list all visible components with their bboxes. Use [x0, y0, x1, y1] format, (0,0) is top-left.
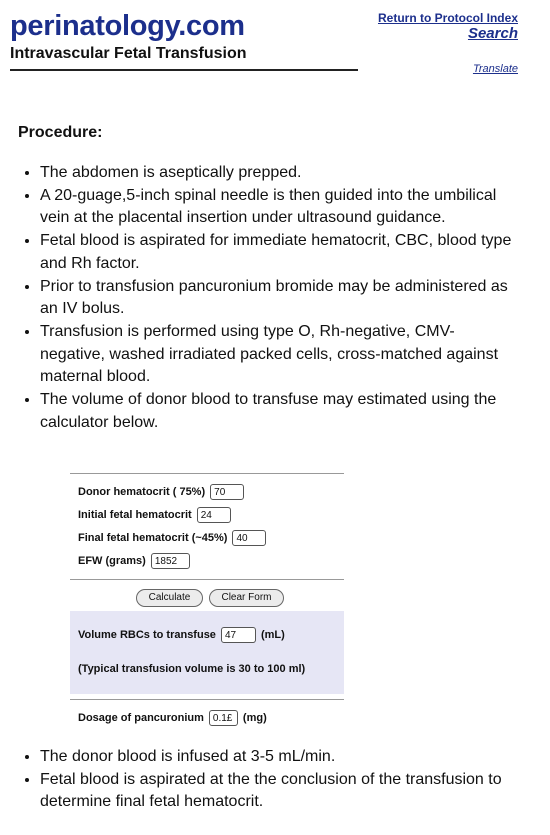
donor-hematocrit-input[interactable]: 70 — [210, 484, 244, 500]
final-hematocrit-row — [78, 530, 266, 546]
result-panel — [70, 611, 344, 694]
efw-row — [78, 553, 190, 569]
site-title[interactable]: perinatology.com — [10, 10, 245, 42]
procedure-step: • Prior to transfusion pancuronium bromide may be administered as an IV bolus. — [40, 276, 515, 321]
pancuronium-output[interactable]: 0.1£ — [209, 710, 238, 726]
volume-output[interactable]: 47 — [221, 627, 256, 643]
final-hematocrit-input[interactable]: 40 — [232, 530, 266, 546]
procedure-step: • Transfusion is performed using type O, Rh-negative, CMV-negative, washed irradiated packed cells, cross-matched against maternal blood. — [40, 321, 515, 389]
donor-hematocrit-row — [78, 484, 244, 500]
page-title: Intravascular Fetal Transfusion — [10, 45, 247, 62]
post-transfusion-steps-list — [18, 746, 515, 814]
calculator-divider — [70, 699, 344, 700]
donor-hematocrit-label: Donor hematocrit ( 75%) — [78, 486, 206, 498]
efw-input[interactable]: 1852 — [151, 553, 190, 569]
calculator-divider — [70, 473, 344, 474]
translate-link[interactable]: Translate — [472, 63, 518, 75]
calculator-divider — [70, 579, 344, 580]
typical-volume-note: (Typical transfusion volume is 30 to 100 ml) — [78, 663, 306, 675]
procedure-step: • The volume of donor blood to transfuse may estimated using the calculator below. — [40, 389, 515, 434]
return-to-protocol-index-link[interactable]: Return to Protocol Index — [377, 11, 518, 25]
final-hematocrit-label: Final fetal hematocrit (~45%) — [78, 532, 228, 544]
calculate-button[interactable]: Calculate — [136, 589, 203, 607]
clear-form-button[interactable]: Clear Form — [209, 589, 284, 607]
header-divider — [10, 69, 358, 71]
procedure-step: • The donor blood is infused at 3-5 mL/min. — [40, 746, 515, 769]
pancuronium-unit: (mg) — [242, 712, 267, 724]
volume-row — [78, 627, 285, 643]
volume-unit: (mL) — [260, 629, 285, 641]
procedure-steps-list — [18, 162, 515, 434]
procedure-heading: Procedure: — [18, 124, 103, 141]
pancuronium-row — [78, 710, 267, 726]
procedure-step: • Fetal blood is aspirated at the the conclusion of the transfusion to determine final fetal hematocrit. — [40, 769, 515, 814]
procedure-step: • Fetal blood is aspirated for immediate hematocrit, CBC, blood type and Rh factor. — [40, 230, 515, 275]
procedure-step: • A 20-guage,5-inch spinal needle is then guided into the umbilical vein at the placental insertion under ultrasound guidance. — [40, 185, 515, 230]
initial-hematocrit-input[interactable]: 24 — [197, 507, 231, 523]
initial-hematocrit-label: Initial fetal hematocrit — [78, 509, 192, 521]
volume-label: Volume RBCs to transfuse — [78, 629, 216, 641]
search-link[interactable]: Search — [467, 25, 518, 42]
efw-label: EFW (grams) — [78, 555, 146, 567]
pancuronium-label: Dosage of pancuronium — [78, 712, 204, 724]
procedure-step: • The abdomen is aseptically prepped. — [40, 162, 515, 185]
initial-hematocrit-row — [78, 507, 231, 523]
